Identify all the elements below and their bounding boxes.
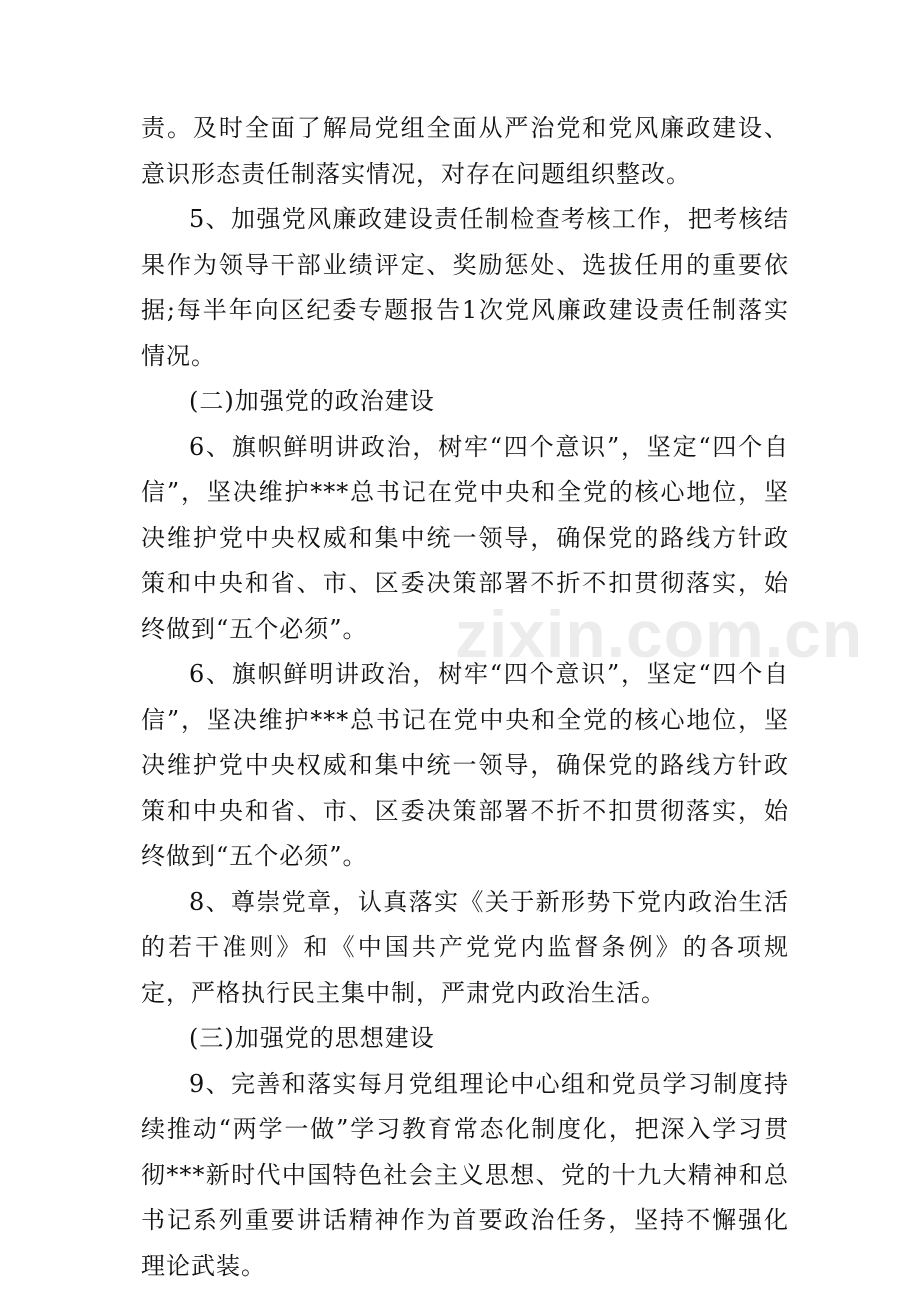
- section-heading-ideological: (三)加强党的思想建设: [189, 1024, 435, 1052]
- paragraph-item-6a: 6、旗帜鲜明讲政治，树牢“四个意识”，坚定“四个自信”，坚决维护***总书记在党中央和全党的核心地位，坚决维护党中央权威和集中统一领导，确保党的路线方针政策和中央和省、市、区委决策部署不折不扣贯彻落实，始终做到“五个必须”。: [141, 432, 789, 643]
- paragraph-continuation: 责。及时全面了解局党组全面从严治党和党风廉政建设、意识形态责任制落实情况，对存在问题组织整改。: [141, 114, 789, 188]
- paragraph-item-8: 8、尊崇党章，认真落实《关于新形势下党内政治生活的若干准则》和《中国共产党党内监督条例》的各项规定，严格执行民主集中制，严肃党内政治生活。: [141, 887, 789, 1007]
- paragraph-item-9: 9、完善和落实每月党组理论中心组和党员学习制度持续推动“两学一做”学习教育常态化制度化，把深入学习贯彻***新时代中国特色社会主义思想、党的十九大精神和总书记系列重要讲话精神作为首要政治任务，坚持不懈强化理论武装。: [141, 1069, 789, 1280]
- paragraph-item-5: 5、加强党风廉政建设责任制检查考核工作，把考核结果作为领导干部业绩评定、奖励惩处、选拔任用的重要依据;每半年向区纪委专题报告1次党风廉政建设责任制落实情况。: [141, 205, 789, 370]
- paragraph-item-6b: 6、旗帜鲜明讲政治，树牢“四个意识”，坚定“四个自信”，坚决维护***总书记在党中央和全党的核心地位，坚决维护党中央权威和集中统一领导，确保党的路线方针政策和中央和省、市、区委决策部署不折不扣贯彻落实，始终做到“五个必须”。: [141, 660, 789, 870]
- watermark: zixin.com.cn: [455, 597, 864, 671]
- document-body: [141, 106, 789, 1289]
- section-heading-political: (二)加强党的政治建设: [189, 387, 435, 415]
